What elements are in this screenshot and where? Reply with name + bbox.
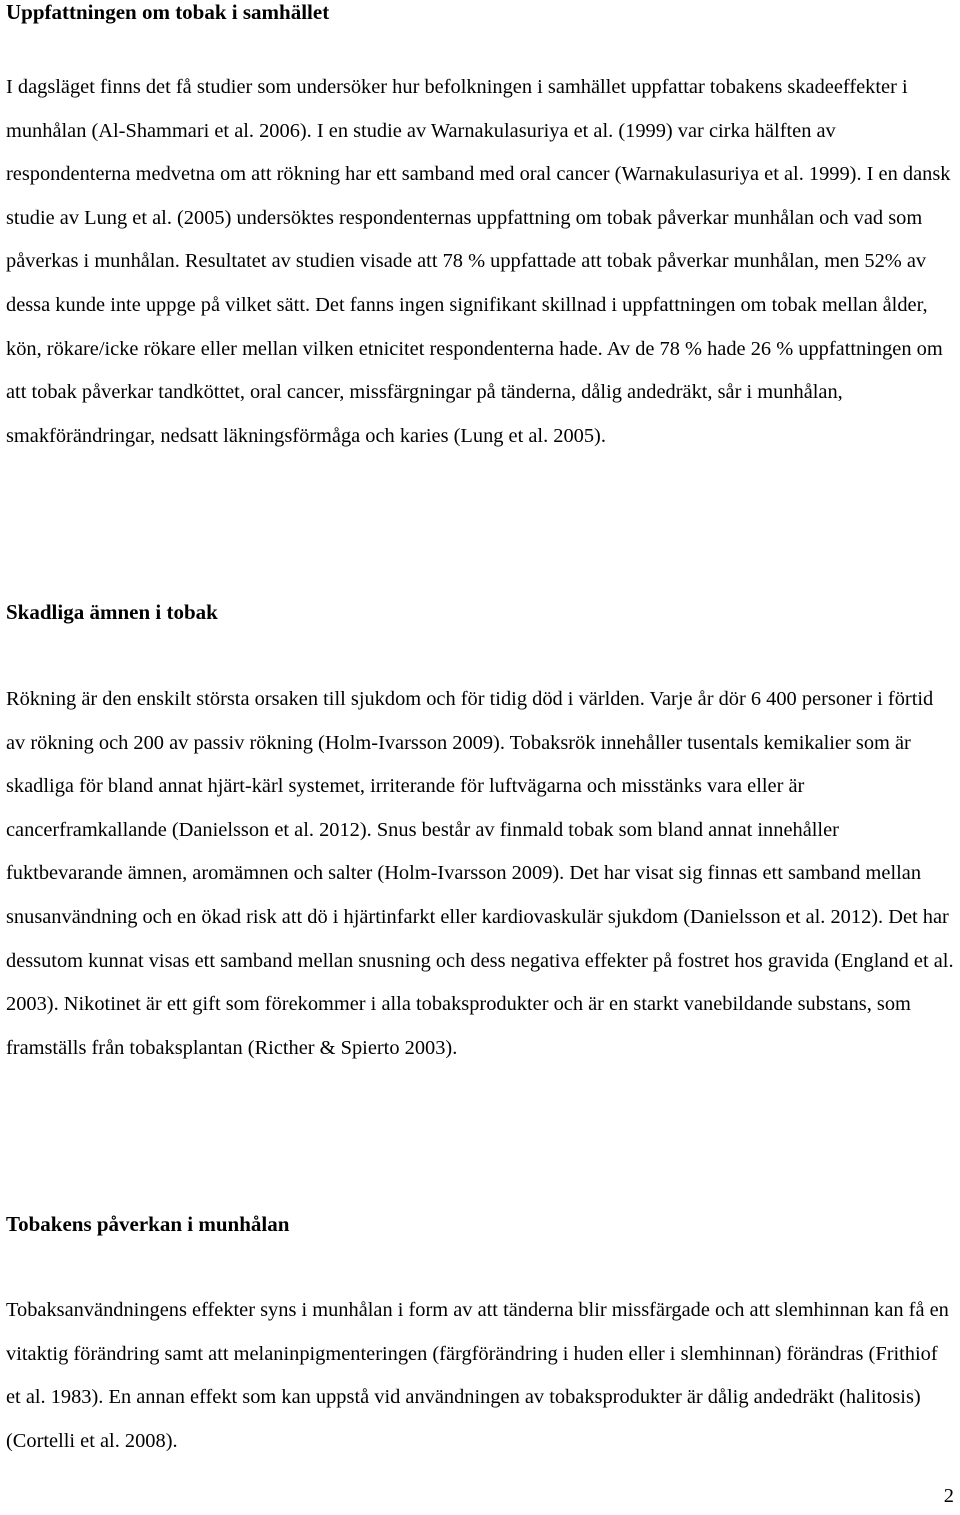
section-heading-harmful-substances: Skadliga ämnen i tobak xyxy=(6,600,218,624)
section-paragraph-perception: I dagsläget finns det få studier som undersöker hur befolkningen i samhället uppfattar tobakens skadeeffekter i munhålan (Al-Shammari et al. 2006). I en studie av Warnakulasuriya et al. (1999) var cirka hälften av respondenterna medvetna om att rökning har ett samband med oral cancer (Warnakulasuriya et al. 1999). I en dansk studie av Lung et al. (2005) undersöktes respondenternas uppfattning om tobak påverkar munhålan och vad som påverkas i munhålan. Resultatet av studien visade att 78 % uppfattade att tobak påverkar munhålan, men 52% av dessa kunde inte uppge på vilket sätt. Det fanns ingen signifikant skillnad i uppfattningen om tobak mellan ålder, kön, rökare/icke rökare eller mellan vilken etnicitet respondenterna hade. Av de 78 % hade 26 % uppfattningen om att tobak påverkar tandköttet, oral cancer, missfärgningar på tänderna, dålig andedräkt, sår i munhålan, smakförändringar, nedsatt läkningsförmåga och karies (Lung et al. 2005). xyxy=(6,76,951,447)
page-number: 2 xyxy=(943,1485,954,1507)
section-paragraph-oral-effects: Tobaksanvändningens effekter syns i munhålan i form av att tänderna blir missfärgade och att slemhinnan kan få en vitaktig förändring samt att melaninpigmenteringen (färgförändring i huden eller i slemhinnan) förändras (Frithiof et al. 1983). En annan effekt som kan uppstå vid användningen av tobaksprodukter är dålig andedräkt (halitosis) (Cortelli et al. 2008). xyxy=(6,1299,949,1452)
section-heading-oral-effects: Tobakens påverkan i munhålan xyxy=(6,1212,290,1236)
section-heading-perception: Uppfattningen om tobak i samhället xyxy=(6,0,330,24)
section-paragraph-harmful-substances: Rökning är den enskilt största orsaken till sjukdom och för tidig död i världen. Varje år dör 6 400 personer i förtid av rökning och 200 av passiv rökning (Holm-Ivarsson 2009). Tobaksrök innehåller tusentals kemikalier som är skadliga för bland annat hjärt-kärl systemet, irriterande för luftvägarna och misstänks vara eller är cancerframkallande (Danielsson et al. 2012). Snus består av finmald tobak som bland annat innehåller fuktbevarande ämnen, aromämnen och salter (Holm-Ivarsson 2009). Det har visat sig finnas ett samband mellan snusanvändning och en ökad risk att dö i hjärtinfarkt eller kardiovaskulär sjukdom (Danielsson et al. 2012). Det har dessutom kunnat visas ett samband mellan snusning och dess negativa effekter på fostret hos gravida (England et al. 2003). Nikotinet är ett gift som förekommer i alla tobaksprodukter och är en starkt vanebildande substans, som framställs från tobaksplantan (Ricther & Spierto 2003). xyxy=(6,688,954,1059)
